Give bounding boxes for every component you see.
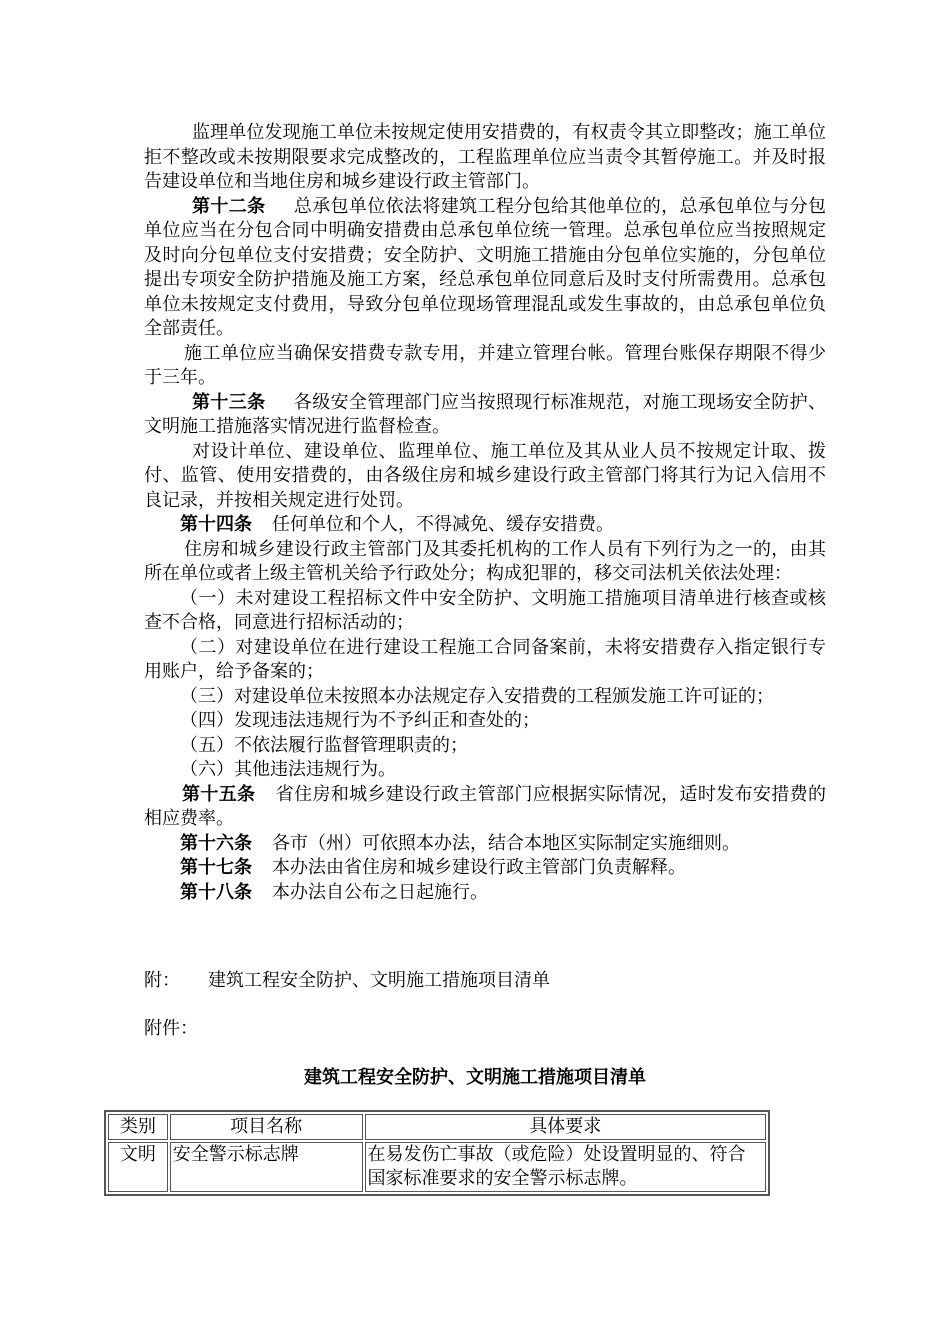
attachment-title: 建筑工程安全防护、文明施工措施项目清单 xyxy=(304,1067,646,1088)
list-item xyxy=(144,734,826,759)
paragraph-text: 任何单位和个人，不得减免、缓存安措费。 xyxy=(272,514,614,535)
table-header-row xyxy=(108,1114,766,1140)
paragraph-text: 本办法由省住房和城乡建设行政主管部门负责解释。 xyxy=(272,857,686,878)
article-number: 第十八条 xyxy=(180,881,252,903)
list-item-text: （三）对建设单位未按照本办法规定存入安措费的工程颁发施工许可证的； xyxy=(180,685,774,707)
article-number: 第十六条 xyxy=(180,832,252,854)
paragraph-text: 本办法自公布之日起施行。 xyxy=(272,881,488,903)
header-category: 类别 xyxy=(108,1114,168,1140)
attachment-reference xyxy=(144,969,550,993)
attachment-label: 附： xyxy=(144,970,180,991)
article-paragraph xyxy=(144,856,826,881)
cell-requirement: 在易发伤亡事故（或危险）处设置明显的、符合国家标准要求的安全警示标志牌。 xyxy=(365,1142,766,1192)
paragraph-text: 对设计单位、建设单位、监理单位、施工单位及其从业人员不按规定计取、拨付、监管、使用安措费的，由各级住房和城乡建设行政主管部门将其行为记入信用不良记录，并按相关规定进行处罚。 xyxy=(144,440,826,511)
list-item-text: （一）未对建设工程招标文件中安全防护、文明施工措施项目清单进行核查或核查不合格，同意进行招标活动的； xyxy=(144,587,826,633)
article-paragraph xyxy=(144,391,826,440)
article-paragraph xyxy=(144,513,826,538)
list-item-text: （六）其他违法违规行为。 xyxy=(180,759,396,780)
list-item xyxy=(144,636,826,685)
cell-item-name: 安全警示标志牌 xyxy=(170,1142,363,1192)
paragraph-text: 施工单位应当确保安措费专款专用，并建立管理台帐。管理台账保存期限不得少于三年。 xyxy=(144,342,826,388)
list-item-text: （四）发现违法违规行为不予纠正和查处的； xyxy=(180,710,540,731)
paragraph-text: 住房和城乡建设行政主管部门及其委托机构的工作人员有下列行为之一的，由其所在单位或者上级主管机关给予行政处分；构成犯罪的，移交司法机关依法处理： xyxy=(144,538,826,584)
list-item xyxy=(144,587,826,636)
article-number: 第十三条 xyxy=(192,391,266,413)
article-number: 第十七条 xyxy=(180,857,252,878)
header-requirement: 具体要求 xyxy=(365,1114,766,1140)
list-item xyxy=(144,758,826,783)
article-paragraph xyxy=(144,195,826,342)
article-number: 第十五条 xyxy=(182,783,256,805)
header-item-name: 项目名称 xyxy=(170,1114,363,1140)
paragraph-text: 各级安全管理部门应当按照现行标准规范，对施工现场安全防护、文明施工措施落实情况进行监督检查。 xyxy=(144,391,827,437)
article-number: 第十二条 xyxy=(192,195,266,217)
article-number: 第十四条 xyxy=(180,514,252,535)
measures-table xyxy=(104,1110,770,1196)
article-paragraph xyxy=(144,783,826,832)
paragraph-text: 省住房和城乡建设行政主管部门应根据实际情况，适时发布安措费的相应费率。 xyxy=(144,783,827,829)
article-paragraph xyxy=(144,832,826,857)
attachment-reference-text: 建筑工程安全防护、文明施工措施项目清单 xyxy=(208,970,550,991)
list-item xyxy=(144,685,826,710)
list-item-text: （五）不依法履行监督管理职责的； xyxy=(180,734,468,756)
attachment-heading-label: 附件： xyxy=(144,1018,198,1039)
article-paragraph xyxy=(144,881,826,906)
paragraph xyxy=(144,538,826,587)
paragraph-text: 总承包单位依法将建筑工程分包给其他单位的，总承包单位与分包单位应当在分包合同中明确安措费由总承包单位统一管理。总承包单位应当按照规定及时向分包单位支付安措费；安全防护、文明施工措施由分包单位实施的，分包单位提出专项安全防护措施及施工方案，经总承包单位同意后及时支付所需费用。总承包单位未按规定支付费用，导致分包单位现场管理混乱或发生事故的，由总承包单位负全部责任。 xyxy=(144,195,827,339)
paragraph-text: 监理单位发现施工单位未按规定使用安措费的，有权责令其立即整改；施工单位拒不整改或未按期限要求完成整改的，工程监理单位应当责令其暂停施工。并及时报告建设单位和当地住房和城乡建设行政主管部门。 xyxy=(144,122,826,192)
paragraph xyxy=(144,121,826,195)
list-item-text: （二）对建设单位在进行建设工程施工合同备案前，未将安措费存入指定银行专用账户，给予备案的； xyxy=(144,636,826,682)
table-row xyxy=(108,1142,766,1192)
list-item xyxy=(144,709,826,734)
paragraph xyxy=(144,440,826,514)
body-text xyxy=(144,121,826,905)
cell-category: 文明 xyxy=(108,1142,168,1192)
paragraph-text: 各市（州）可依照本办法，结合本地区实际制定实施细则。 xyxy=(272,832,740,854)
paragraph xyxy=(144,342,826,391)
